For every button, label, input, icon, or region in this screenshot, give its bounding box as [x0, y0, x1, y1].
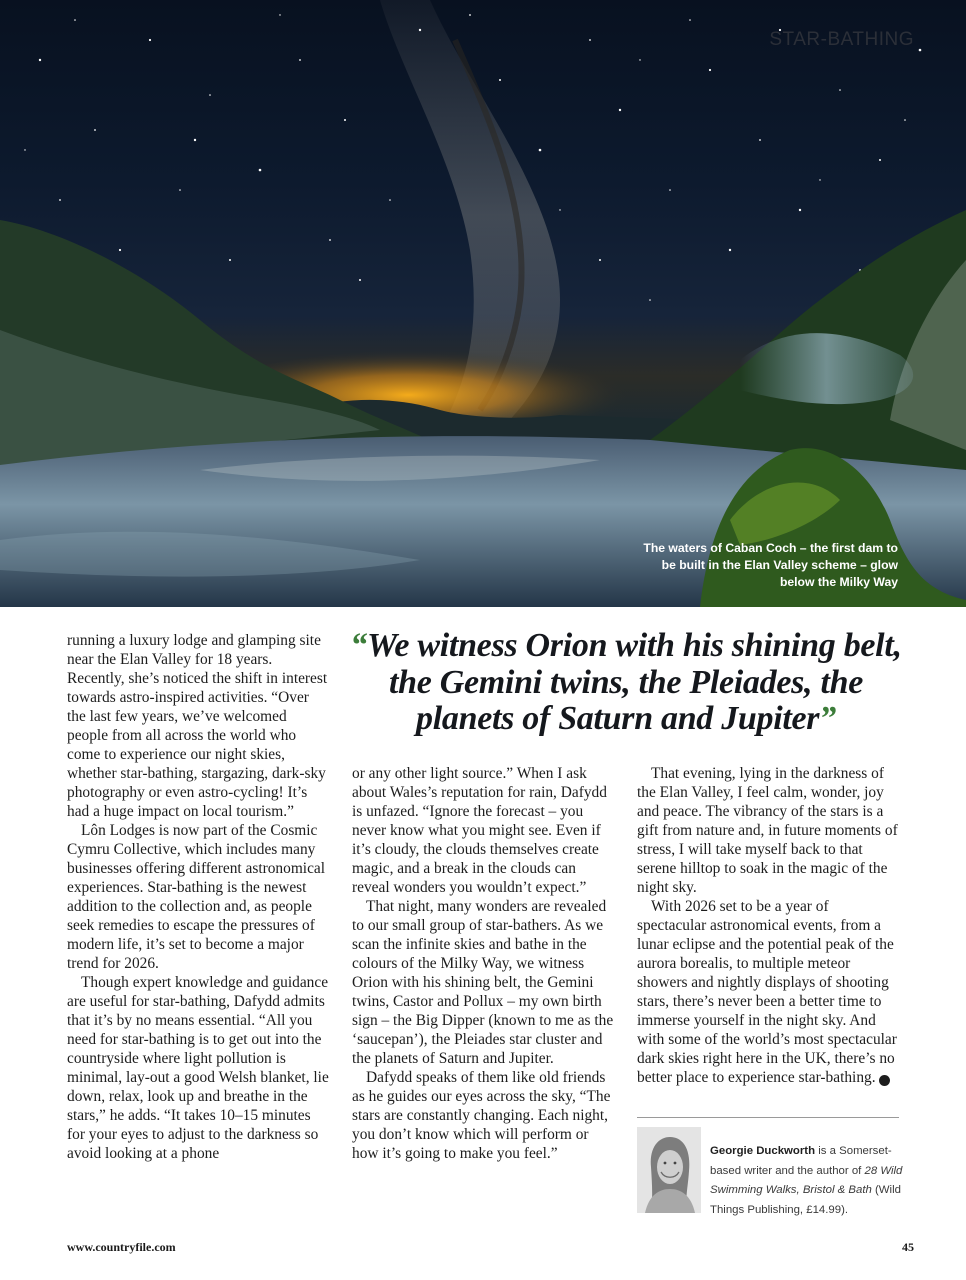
countryfile-end-icon: CF — [879, 1075, 890, 1086]
close-quote-mark: ” — [819, 700, 836, 737]
publisher-info: (Wild Things Publishing, £14.99). — [710, 1184, 901, 1216]
paragraph: Dafydd speaks of them like old friends as he guides our eyes across the sky, “The stars are constantly changing. Each night, you don’t know which will perform or how it’s going to make you feel.” — [352, 1069, 611, 1162]
paragraph: Lôn Lodges is now part of the Cosmic Cymru Collective, which includes many businesses offering different astronomical experiences. Star-bathing is the newest addition to the collection and, as people seek remedies to escape the pressures of modern life, it’s set to become a major trend for 2026. — [67, 822, 326, 972]
page-number: 45 — [902, 1240, 914, 1254]
author-name: Georgie Duckworth — [710, 1145, 816, 1157]
footer-url[interactable]: www.countryfile.com — [67, 1240, 176, 1254]
pull-quote — [350, 628, 902, 738]
open-quote-mark: “ — [350, 627, 367, 664]
paragraph-text: With 2026 set to be a year of spectacular astronomical events, from a lunar eclipse and the potential peak of the aurora borealis, to multiple meteor showers and nightly displays of shooting stars, there’s never been a better time to immerse yourself in the night sky. And with some of the world’s most spectacular dark skies right here in the UK, there’s no better place to experience star-bathing. — [637, 898, 897, 1086]
photo-caption: The waters of Caban Coch – the first dam to be built in the Elan Valley scheme – glow below the Milky Way — [643, 541, 898, 589]
paragraph: Though expert knowledge and guidance are useful for star-bathing, Dafydd admits that it’s by no means essential. “All you need for star-bathing is to get out into the countryside where light pollution is minimal, lay-out a good Welsh blanket, lie down, relax, look up and breathe in the stars,” he adds. “It takes 10–15 minutes for your eyes to adjust to the darkness so avoid looking at a phone — [67, 974, 329, 1162]
divider — [637, 1117, 899, 1118]
book-title: 28 Wild Swimming Walks, Bristol & Bath — [710, 1164, 903, 1196]
paragraph: That night, many wonders are revealed to our small group of star-bathers. As we scan the infinite skies and bathe in the colours of the Milky Way, we witness Orion with his shining belt, the Gemini twins, Castor and Pollux – my own birth sign – the Big Dipper (known to me as the ‘saucepan’), the Pleiades star cluster and the planets of Saturn and Jupiter. — [352, 898, 614, 1067]
night-sky-landscape-illustration — [0, 0, 966, 607]
paragraph: That evening, lying in the darkness of the Elan Valley, I feel calm, wonder, joy and peace. The vibrancy of the stars is a gift from nature and, in future moments of stress, I will take myself back to that serene hilltop to soak in the magic of the night sky. — [637, 765, 898, 896]
paragraph: or any other light source.” When I ask about Wales’s reputation for rain, Dafydd is unfazed. “Ignore the forecast – you never know what you might see. Even if it’s cloudy, the clouds themselves create magic, and a break in the clouds can reveal wonders you wouldn’t expect.” — [352, 765, 607, 896]
pull-quote-text: We witness Orion with his shining belt, the Gemini twins, the Pleiades, the planets of Saturn and Jupiter — [367, 627, 902, 737]
section-label: STAR-BATHING — [769, 29, 914, 50]
hero-photo — [0, 0, 966, 607]
body-column-1 — [67, 631, 329, 1163]
body-column-2 — [352, 764, 614, 1163]
body-column-3 — [637, 764, 902, 1087]
author-bio-intro: is a Somerset-based writer and the author of — [710, 1145, 892, 1177]
author-bio — [710, 1142, 905, 1220]
author-portrait-icon — [637, 1127, 701, 1213]
paragraph: running a luxury lodge and glamping site near the Elan Valley for 18 years. Recently, she’s noticed the shift in interest towards astro-inspired activities. “Over the last few years, we’ve welcomed people from all across the world who come to experience our night skies, whether star-bathing, stargazing, dark-sky photography or even astro-cycling! It’s had a huge impact on local tourism.” — [67, 632, 328, 820]
author-photo — [637, 1127, 701, 1213]
paragraph — [637, 897, 902, 1087]
